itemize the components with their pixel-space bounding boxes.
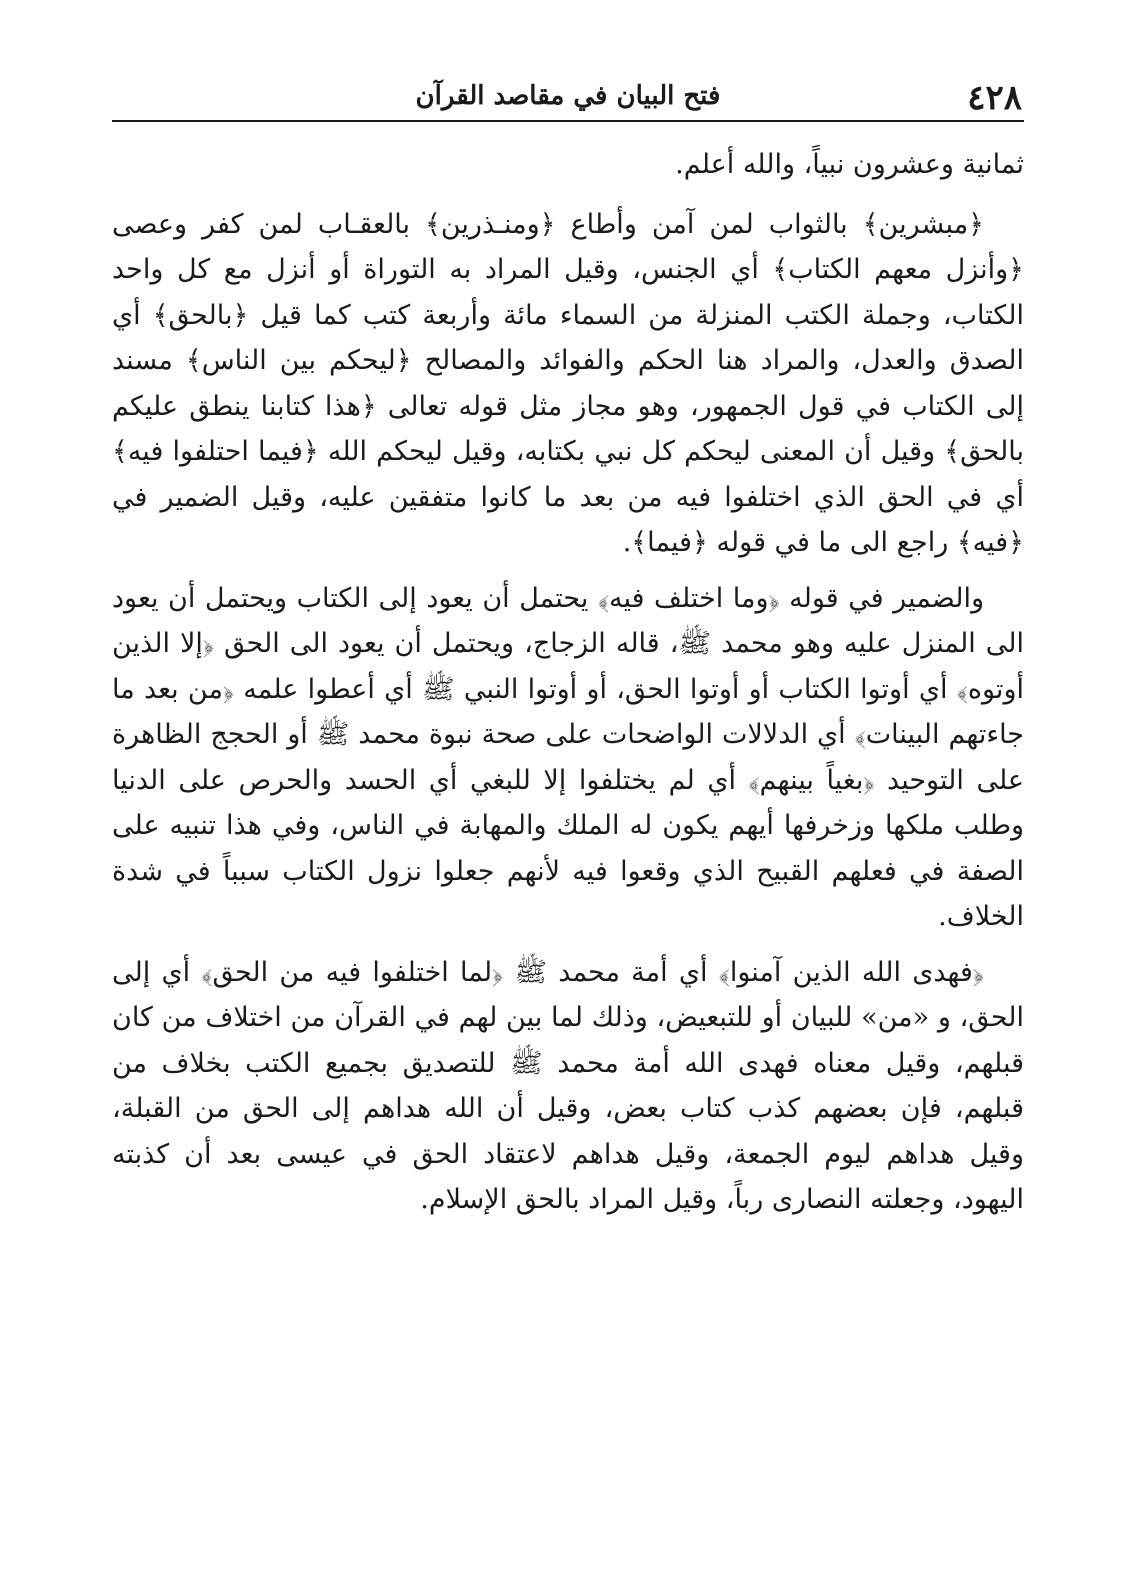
page-number: ٤٢٨	[967, 78, 1022, 118]
running-title: فتح البيان في مقاصد القرآن	[415, 81, 721, 111]
paragraph: ﴿مبشرين﴾ بالثواب لمن آمن وأطاع ﴿ومنـذرين﴾ بالعقـاب لمن كفر وعصى ﴿وأنزل معهم الكتاب﴾ أي الجنس، وقيل المراد به التوراة أو أنزل مع كل واحد الكتاب، وجملة الكتب المنزلة من السماء مائة وأربعة كتب كما قيل ﴿بالحق﴾ أي الصدق والعدل، والمراد هنا الحكم والفوائد والمصالح ﴿ليحكم بين الناس﴾ مسند إلى الكتاب في قول الجمهور، وهو مجاز مثل قوله تعالى ﴿هذا كتابنا ينطق عليكم بالحق﴾ وقيل أن المعنى ليحكم كل نبي بكتابه، وقيل ليحكم الله ﴿فيما احتلفوا فيه﴾ أي في الحق الذي اختلفوا فيه من بعد ما كانوا متفقين عليه، وقيل الضمير في ﴿فيه﴾ راجع الى ما في قوله ﴿فيما﴾.	[112, 208, 1024, 558]
body-text	[112, 142, 1024, 1223]
paragraph: والضمير في قوله ﴿وما اختلف فيه﴾ يحتمل أن يعود إلى الكتاب ويحتمل أن يعود الى المنزل عليه وهو محمد ﷺ، قاله الزجاج، ويحتمل أن يعود الى الحق ﴿إلا الذين أوتوه﴾ أي أوتوا الكتاب أو أوتوا الحق، أو أوتوا النبي ﷺ أي أعطوا علمه ﴿من بعد ما جاءتهم البينات﴾ أي الدلالات الواضحات على صحة نبوة محمد ﷺ أو الحجج الظاهرة على التوحيد ﴿بغياً بينهم﴾ أي لم يختلفوا إلا للبغي أي الحسد والحرص على الدنيا وطلب ملكها وزخرفها أيهم يكون له الملك والمهابة في الناس، وفي هذا تنبيه على الصفة في فعلهم القبيح الذي وقعوا فيه لأنهم جعلوا نزول الكتاب سبباً في شدة الخلاف.	[112, 582, 1024, 932]
paragraph: ثمانية وعشرون نبياً، والله أعلم.	[675, 149, 1024, 180]
book-page	[112, 72, 1024, 1512]
paragraph: ﴿فهدى الله الذين آمنوا﴾ أي أمة محمد ﷺ ﴿لما اختلفوا فيه من الحق﴾ أي إلى الحق، و «من» للبيان أو للتبعيض، وذلك لما بين لهم في القرآن من اختلاف من كان قبلهم، وقيل معناه فهدى الله أمة محمد ﷺ للتصديق بجميع الكتب بخلاف من قبلهم، فإن بعضهم كذب كتاب بعض، وقيل أن الله هداهم إلى الحق من القبلة، وقيل هداهم ليوم الجمعة، وقيل هداهم لاعتقاد الحق في عيسى بعد أن كذبته اليهود، وجعلته النصارى رباً، وقيل المراد بالحق الإسلام.	[112, 956, 1024, 1215]
page-header	[112, 72, 1024, 122]
